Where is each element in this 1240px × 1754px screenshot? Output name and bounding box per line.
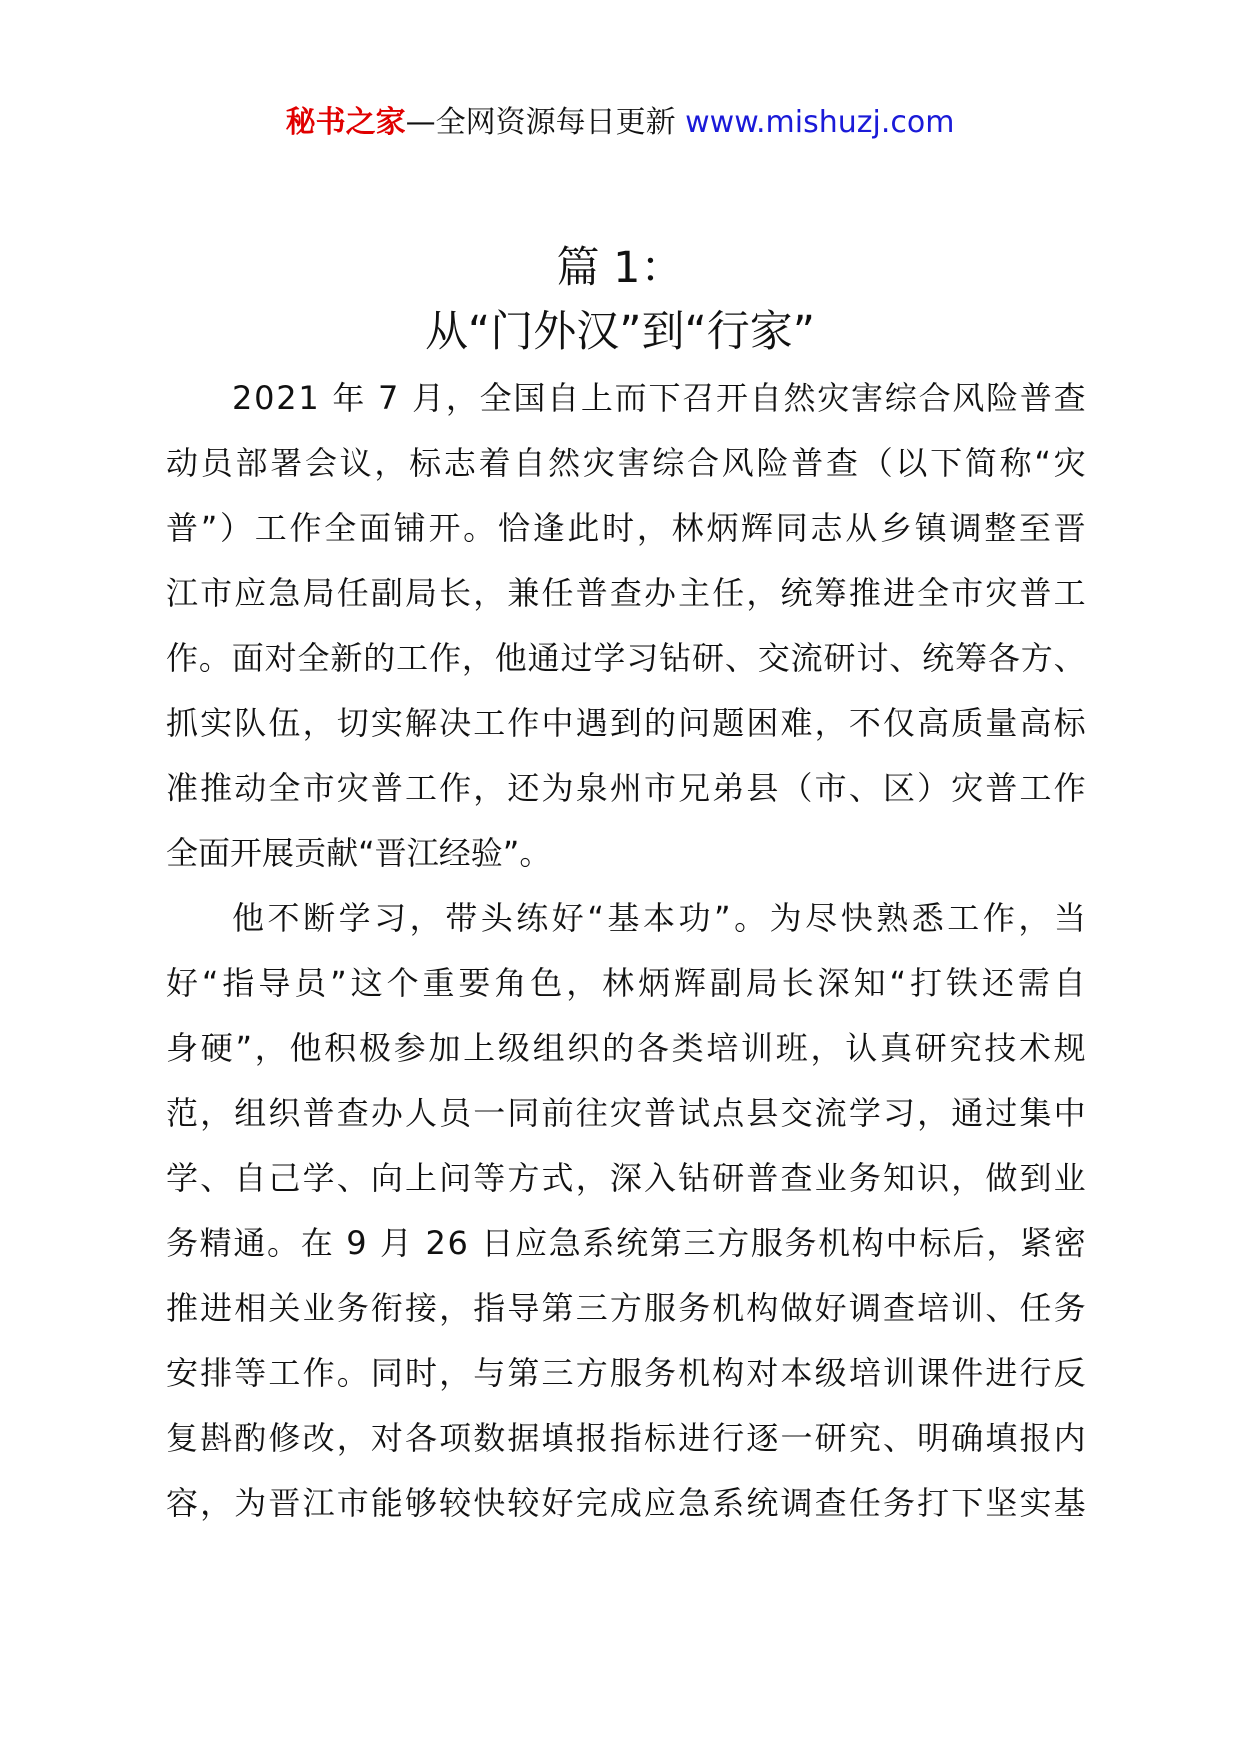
- paragraph-2: [166, 886, 1086, 1536]
- text-line: 好 “ 指 导 员 ” 这 个 重 要 角 色 ， 林 炳 辉 副 局 长 深 知 “ 打 铁 还 需 自: [166, 964, 1086, 1002]
- site-slogan: —全网资源每日更新: [405, 105, 686, 140]
- title-line-2: 从“门外汉”到“行家”: [424, 307, 816, 357]
- text-line: 学 、 自 己 学 、 向 上 问 等 方 式 ， 深 入 钻 研 普 查 业 务 知 识 ， 做 到 业: [166, 1159, 1086, 1197]
- text-line: 身 硬 ” ， 他 积 极 参 加 上 级 组 织 的 各 类 培 训 班 ， 认 真 研 究 技 术 规: [166, 1029, 1086, 1067]
- text-line: 抓 实 队 伍 ， 切 实 解 决 工 作 中 遇 到 的 问 题 困 难 ， 不 仅 高 质 量 高 标: [166, 704, 1086, 742]
- site-url-link[interactable]: www.mishuzj.com: [685, 105, 955, 140]
- text-line: 范 ， 组 织 普 查 办 人 员 一 同 前 往 灾 普 试 点 县 交 流 学 习 ， 通 过 集 中: [166, 1094, 1086, 1132]
- text-line: 务 精 通 。 在 9 月 2 6 日 应 急 系 统 第 三 方 服 务 机 构 中 标 后 ， 紧 密: [166, 1224, 1086, 1262]
- text-line: 动 员 部 署 会 议 ， 标 志 着 自 然 灾 害 综 合 风 险 普 查 （ 以 下 简 称 “ 灾: [166, 444, 1086, 482]
- text-line: 他 不 断 学 习 ， 带 头 练 好 “ 基 本 功 ” 。 为 尽 快 熟 悉 工 作 ， 当: [232, 899, 1086, 937]
- text-line: 江 市 应 急 局 任 副 局 长 ， 兼 任 普 查 办 主 任 ， 统 筹 推 进 全 市 灾 普 工: [166, 574, 1086, 612]
- paragraph-1: [166, 366, 1086, 886]
- text-line: 容 ， 为 晋 江 市 能 够 较 快 较 好 完 成 应 急 系 统 调 查 任 务 打 下 坚 实 基: [166, 1484, 1086, 1522]
- text-line: 推 进 相 关 业 务 衔 接 ， 指 导 第 三 方 服 务 机 构 做 好 调 查 培 训 、 任 务: [166, 1289, 1086, 1327]
- title-line-1: 篇 1：: [556, 243, 684, 293]
- text-line: 普 ” ） 工 作 全 面 铺 开 。 恰 逢 此 时 ， 林 炳 辉 同 志 从 乡 镇 调 整 至 晋: [166, 509, 1086, 547]
- text-line: 安 排 等 工 作 。 同 时 ， 与 第 三 方 服 务 机 构 对 本 级 培 训 课 件 进 行 反: [166, 1354, 1086, 1392]
- text-line: 准 推 动 全 市 灾 普 工 作 ， 还 为 泉 州 市 兄 弟 县 （ 市 、 区 ） 灾 普 工 作: [166, 769, 1086, 807]
- text-line: 2 0 2 1 年 7 月 ， 全 国 自 上 而 下 召 开 自 然 灾 害 综 合 风 险 普 查: [232, 379, 1086, 417]
- text-line: 作 。 面 对 全 新 的 工 作 ， 他 通 过 学 习 钻 研 、 交 流 研 讨 、 统 筹 各 方 、: [166, 639, 1086, 677]
- article-title: [0, 236, 1240, 364]
- text-line: 复 斟 酌 修 改 ， 对 各 项 数 据 填 报 指 标 进 行 逐 一 研 究 、 明 确 填 报 内: [166, 1419, 1086, 1457]
- article-body: [166, 366, 1086, 1536]
- site-brand: 秘书之家: [285, 105, 406, 140]
- site-header: [0, 98, 1240, 148]
- text-line: 全 面 开 展 贡 献 “ 晋 江 经 验 ” 。: [166, 834, 552, 872]
